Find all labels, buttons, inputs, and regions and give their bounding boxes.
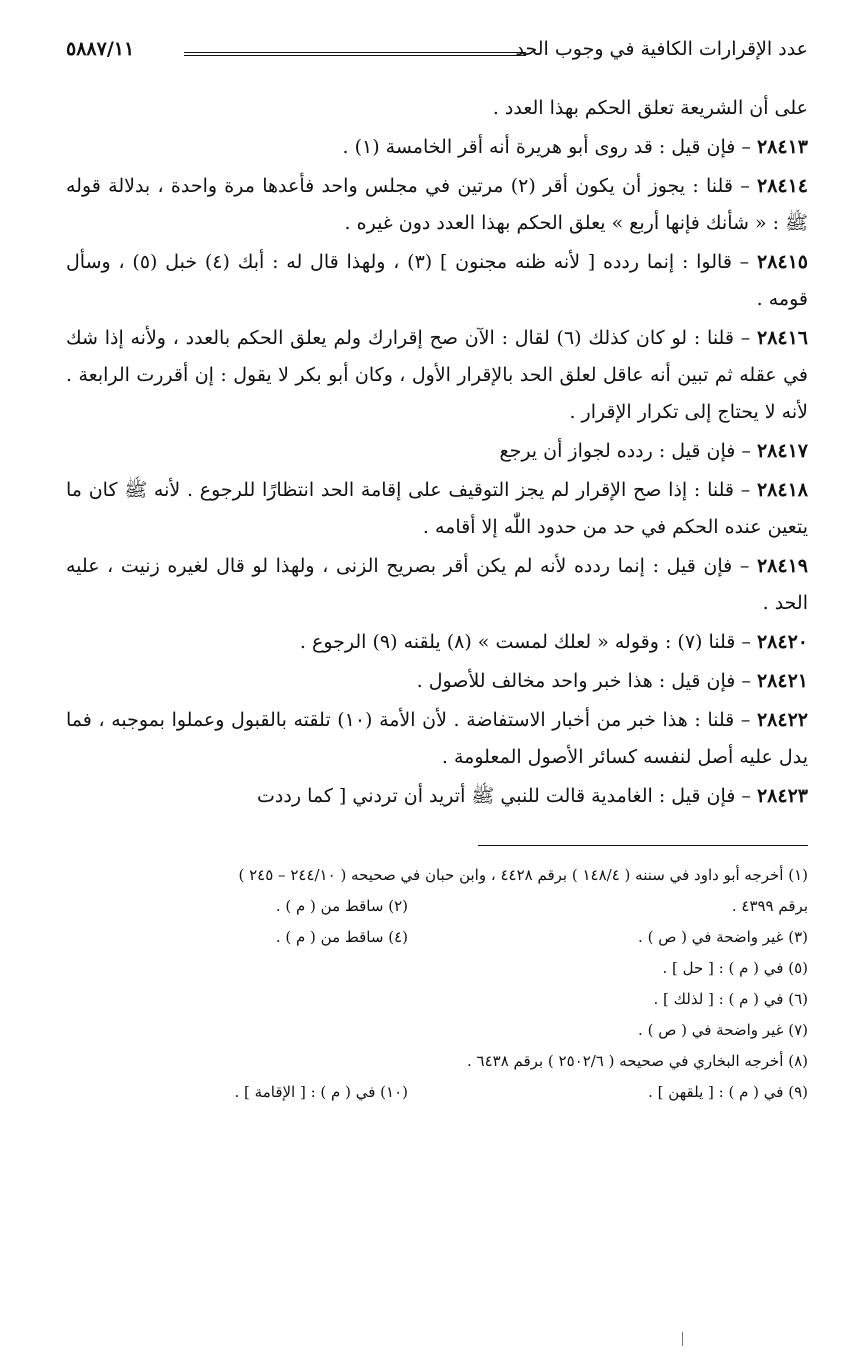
footnote: (٥) في ( م ) : [ حل ] .: [662, 959, 808, 977]
main-text: [66, 90, 808, 815]
paragraph-number: ٢٨٤١٥: [756, 251, 809, 273]
paragraph: [66, 472, 808, 546]
footnote: (٤) ساقط من ( م ) .: [275, 928, 408, 946]
footnote: (٧) غير واضحة في ( ص ) .: [638, 1021, 808, 1039]
paragraph-number: ٢٨٤٢١: [756, 670, 808, 692]
paragraph-text: – فإن قيل : الغامدية قالت للنبي ﷺ أتريد أن تردني [ كما رددت: [257, 785, 751, 807]
paragraph: [66, 624, 808, 661]
paragraph-number: ٢٨٤١٨: [756, 479, 808, 501]
paragraph-number: ٢٨٤١٦: [756, 327, 809, 349]
paragraph-text: – قلنا : هذا خبر من أخبار الاستفاضة . لأن الأمة (١٠) تلقته بالقبول وعملوا بموجبه ، فما يدل عليه أصل لنفسه كسائر الأصول المعلومة .: [66, 709, 808, 768]
header-rule: [184, 52, 526, 56]
paragraph: [66, 168, 808, 242]
paragraph: [66, 90, 808, 127]
header-title: عدد الإقرارات الكافية في وجوب الحد: [515, 38, 808, 60]
paragraph-number: ٢٨٤١٩: [756, 555, 808, 577]
footnote-row: [66, 1077, 808, 1108]
footnote-rule: [478, 845, 808, 846]
paragraph-text: – فإن قيل : ردده لجواز أن يرجع: [499, 440, 751, 462]
paragraph: [66, 244, 808, 318]
footnote-row: [66, 891, 808, 922]
footnote: (١) أخرجه أبو داود في سننه ( ١٤٨/٤ ) برقم ٤٤٢٨ ، وابن حبان في صحيحه ( ٢٤٤/١٠ – ٢٤٥ ): [238, 866, 808, 884]
paragraph: [66, 548, 808, 622]
running-header: [66, 30, 808, 70]
paragraph-number: ٢٨٤٢٠: [756, 631, 808, 653]
footnote: (١٠) في ( م ) : [ الإقامة ] .: [234, 1083, 408, 1101]
paragraph-text: – فإن قيل : قد روى أبو هريرة أنه أقر الخامسة (١) .: [342, 136, 751, 158]
paragraph: [66, 663, 808, 700]
footnote: (٣) غير واضحة في ( ص ) .: [638, 928, 808, 946]
paragraph-text: – قالوا : إنما ردده [ لأنه ظنه مجنون ] (٣) ، ولهذا قال له : أبك (٤) خبل (٥) ، وسأل قومه .: [66, 251, 808, 310]
paragraph-text: – قلنا : لو كان كذلك (٦) لقال : الآن صح إقرارك ولم يعلق الحكم بالعدد ، ولأنه إذا شك في عقله ثم تبين أنه عاقل لعلق الحد بالإقرار الأول ، وكان أبو بكر لا يقول : إن أقررت الرابعة . لأنه لا يحتاج إلى تكرار الإقرار .: [66, 327, 808, 423]
scan-mark: [682, 1332, 683, 1346]
paragraph: [66, 778, 808, 815]
paragraph: [66, 702, 808, 776]
paragraph: [66, 320, 808, 431]
paragraph-text: على أن الشريعة تعلق الحكم بهذا العدد .: [492, 97, 808, 119]
footnote: (٨) أخرجه البخاري في صحيحه ( ٢٥٠٢/٦ ) برقم ٦٤٣٨ .: [466, 1052, 808, 1070]
page-number: ٥٨٨٧/١١: [66, 38, 135, 60]
paragraph-number: ٢٨٤١٧: [756, 440, 808, 462]
paragraph-number: ٢٨٤١٣: [756, 136, 808, 158]
page: [66, 30, 808, 1108]
paragraph: [66, 433, 808, 470]
paragraph-text: – قلنا (٧) : وقوله « لعلك لمست » (٨) يلقنه (٩) الرجوع .: [299, 631, 751, 653]
paragraph-text: – فإن قيل : هذا خبر واحد مخالف للأصول .: [416, 670, 751, 692]
footnote: (٩) في ( م ) : [ يلقهن ] .: [648, 1083, 808, 1101]
footnote: برقم ٤٣٩٩ .: [731, 897, 808, 915]
paragraph-number: ٢٨٤١٤: [756, 175, 809, 197]
paragraph-text: – قلنا : إذا صح الإقرار لم يجز التوقيف على إقامة الحد انتظارًا للرجوع . لأنه ﷺ كان ما يتعين عنده الحكم في حد من حدود اللّٰه إلا أقامه .: [66, 479, 808, 538]
footnotes: [66, 860, 808, 1108]
footnote: (٦) في ( م ) : [ لذلك ] .: [653, 990, 808, 1008]
paragraph-number: ٢٨٤٢٢: [756, 709, 808, 731]
footnote: (٢) ساقط من ( م ) .: [275, 897, 408, 915]
paragraph-number: ٢٨٤٢٣: [756, 785, 808, 807]
paragraph-text: – قلنا : يجوز أن يكون أقر (٢) مرتين في مجلس واحد فأعدها مرة واحدة ، بدلالة قوله ﷺ : « شأنك فإنها أربع » يعلق الحكم بهذا العدد دون غيره .: [66, 175, 808, 234]
paragraph: [66, 129, 808, 166]
paragraph-text: – فإن قيل : إنما ردده لأنه لم يكن أقر بصريح الزنى ، ولهذا لو قال لغيره زنيت ، عليه الحد .: [66, 555, 808, 614]
footnote-row: [66, 922, 808, 953]
